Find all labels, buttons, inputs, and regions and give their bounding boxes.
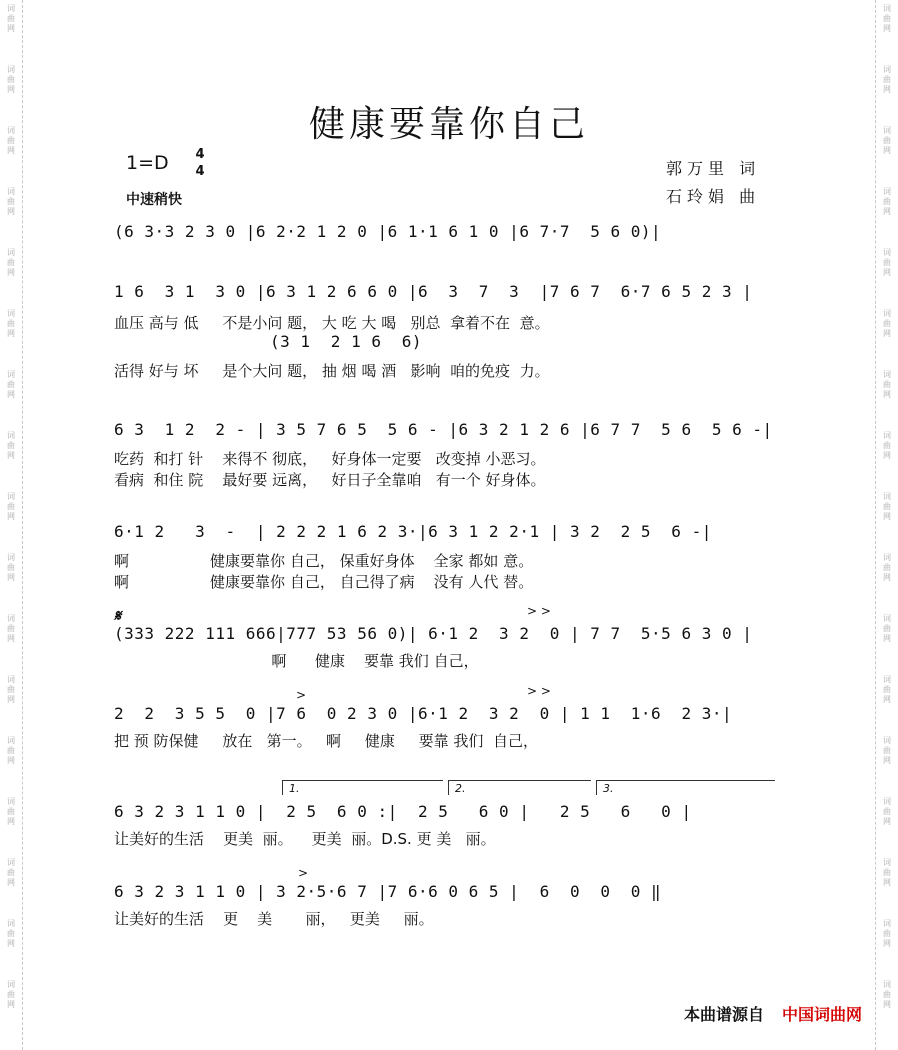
score-row-2-lyric-1: 血压 高与 低 不是小问 题， 大 吃 大 喝 别总 拿着不在 意。	[114, 314, 550, 332]
watermark-text: 词 曲 网	[7, 126, 15, 155]
score-row-4-lyric-2: 啊 健康要靠你 自己， 自己得了病 没有 人代 替。	[114, 573, 534, 591]
score-row-3-lyric-2: 看病 和住 院 最好要 远离， 好日子全靠咱 有一个 好身体。	[114, 471, 546, 489]
watermark-text: 词 曲 网	[7, 431, 15, 460]
watermark-text: 词 曲 网	[883, 614, 891, 643]
watermark-text: 词 曲 网	[883, 675, 891, 704]
watermark-text: 词 曲 网	[7, 309, 15, 338]
watermark-text: 词 曲 网	[7, 614, 15, 643]
watermark-text: 词 曲 网	[7, 4, 15, 33]
score-row-8-notes: 6 3 2 3 1 1 0 | 3 2·5·6 7 |7 6·6 0 6 5 | 6 0 0 0 ‖	[114, 882, 662, 901]
score-row-6-lyric-1: 把 预 防保健 放在 第一。 啊 健康 要靠 我们 自己，	[114, 732, 538, 750]
watermark-text: 词 曲 网	[7, 65, 15, 94]
score-row-5-notes: (333 222 111 666|777 53 56 0)| 6·1 2 3 2 0 | 7 7 5·5 6 3 0 |	[114, 624, 753, 643]
score-row-6-notes: 2 2 3 5 5 0 |7 6 0 2 3 0 |6·1 2 3 2 0 | 1 1 1·6 2 3·|	[114, 704, 733, 723]
watermark-text: 词 曲 网	[883, 370, 891, 399]
watermark-text: 词 曲 网	[883, 187, 891, 216]
watermark-text: 词 曲 网	[7, 187, 15, 216]
source-label: 本曲谱源自	[683, 1005, 764, 1024]
score-row-8-lyric-1: 让美好的生活 更 美 丽， 更美 丽。	[114, 910, 434, 928]
score-row-7-notes: 6 3 2 3 1 1 0 | 2 5 6 0 :| 2 5 6 0 | 2 5 6 0 |	[114, 802, 692, 821]
right-margin-strip	[875, 0, 898, 1050]
source-footer	[684, 1002, 862, 1025]
watermark-text: 词 曲 网	[883, 797, 891, 826]
key-signature: 1=D	[126, 152, 169, 174]
volta-bracket-1: 1.	[282, 780, 443, 795]
watermark-text: 词 曲 网	[7, 675, 15, 704]
watermark-text: 词 曲 网	[7, 919, 15, 948]
watermark-text: 词 曲 网	[883, 248, 891, 277]
score-row-4-lyric-1: 啊 健康要靠你 自己， 保重好身体 全家 都如 意。	[114, 552, 534, 570]
watermark-text: 词 曲 网	[883, 431, 891, 460]
site-link[interactable]: 中国词曲网	[781, 1005, 862, 1024]
score-row-2-notes: 1 6 3 1 3 0 |6 3 1 2 6 6 0 |6 3 7 3 |7 6 7 6·7 6 5 2 3 |	[114, 282, 753, 301]
song-title: 健康要靠你自己	[308, 104, 589, 145]
watermark-text: 词 曲 网	[883, 126, 891, 155]
accent-mark: >	[298, 866, 309, 880]
segno-sign: 𝄋	[114, 606, 121, 625]
score-row-7-lyric-1: 让美好的生活 更美 丽。 更美 丽。D.S. 更 美 丽。	[114, 830, 496, 848]
score-row-5-lyric-1: 啊 健康 要靠 我们 自己，	[114, 652, 479, 670]
watermark-text: 词 曲 网	[883, 553, 891, 582]
watermark-text: 词 曲 网	[7, 980, 15, 1009]
watermark-text: 词 曲 网	[7, 248, 15, 277]
accent-mark: >	[296, 688, 307, 702]
watermark-text: 词 曲 网	[7, 736, 15, 765]
accent-mark: > >	[527, 684, 551, 698]
score-row-3-lyric-1: 吃药 和打 针 来得不 彻底， 好身体一定要 改变掉 小恶习。	[114, 450, 546, 468]
watermark-text: 词 曲 网	[883, 309, 891, 338]
accent-mark: > >	[527, 604, 551, 618]
watermark-text: 词 曲 网	[883, 919, 891, 948]
watermark-text: 词 曲 网	[7, 553, 15, 582]
watermark-text: 词 曲 网	[883, 736, 891, 765]
score-row-3-notes: 6 3 1 2 2 - | 3 5 7 6 5 5 6 - |6 3 2 1 2 6 |6 7 7 5 6 5 6 -|	[114, 420, 773, 439]
score-row-4-notes: 6·1 2 3 - | 2 2 2 1 6 2 3·|6 3 1 2 2·1 | 3 2 2 5 6 -|	[114, 522, 712, 541]
time-signature	[193, 146, 207, 180]
watermark-text: 词 曲 网	[7, 492, 15, 521]
watermark-text: 词 曲 网	[883, 4, 891, 33]
composer-credit: 石玲娟 曲	[666, 187, 761, 206]
tempo-marking: 中速稍快	[126, 192, 182, 208]
watermark-text: 词 曲 网	[883, 65, 891, 94]
watermark-text: 词 曲 网	[7, 797, 15, 826]
volta-bracket-3: 3.	[596, 780, 775, 795]
score-row-2-alt-notes: (3 1 2 1 6 6)	[270, 332, 422, 351]
score-row-1-notes: (6 3·3 2 3 0 |6 2·2 1 2 0 |6 1·1 6 1 0 |6 7·7 5 6 0)|	[114, 222, 662, 241]
score-row-2-lyric-2: 活得 好与 坏 是个大问 题， 抽 烟 喝 酒 影响 咱的免疫 力。	[114, 362, 550, 380]
time-sig-top: 4	[195, 147, 205, 162]
left-margin-strip	[0, 0, 23, 1050]
watermark-text: 词 曲 网	[883, 980, 891, 1009]
watermark-text: 词 曲 网	[7, 370, 15, 399]
watermark-text: 词 曲 网	[7, 858, 15, 887]
watermark-text: 词 曲 网	[883, 492, 891, 521]
lyricist-credit: 郭万里 词	[666, 159, 761, 178]
time-sig-bottom: 4	[195, 164, 205, 179]
volta-bracket-2: 2.	[448, 780, 591, 795]
watermark-text: 词 曲 网	[883, 858, 891, 887]
